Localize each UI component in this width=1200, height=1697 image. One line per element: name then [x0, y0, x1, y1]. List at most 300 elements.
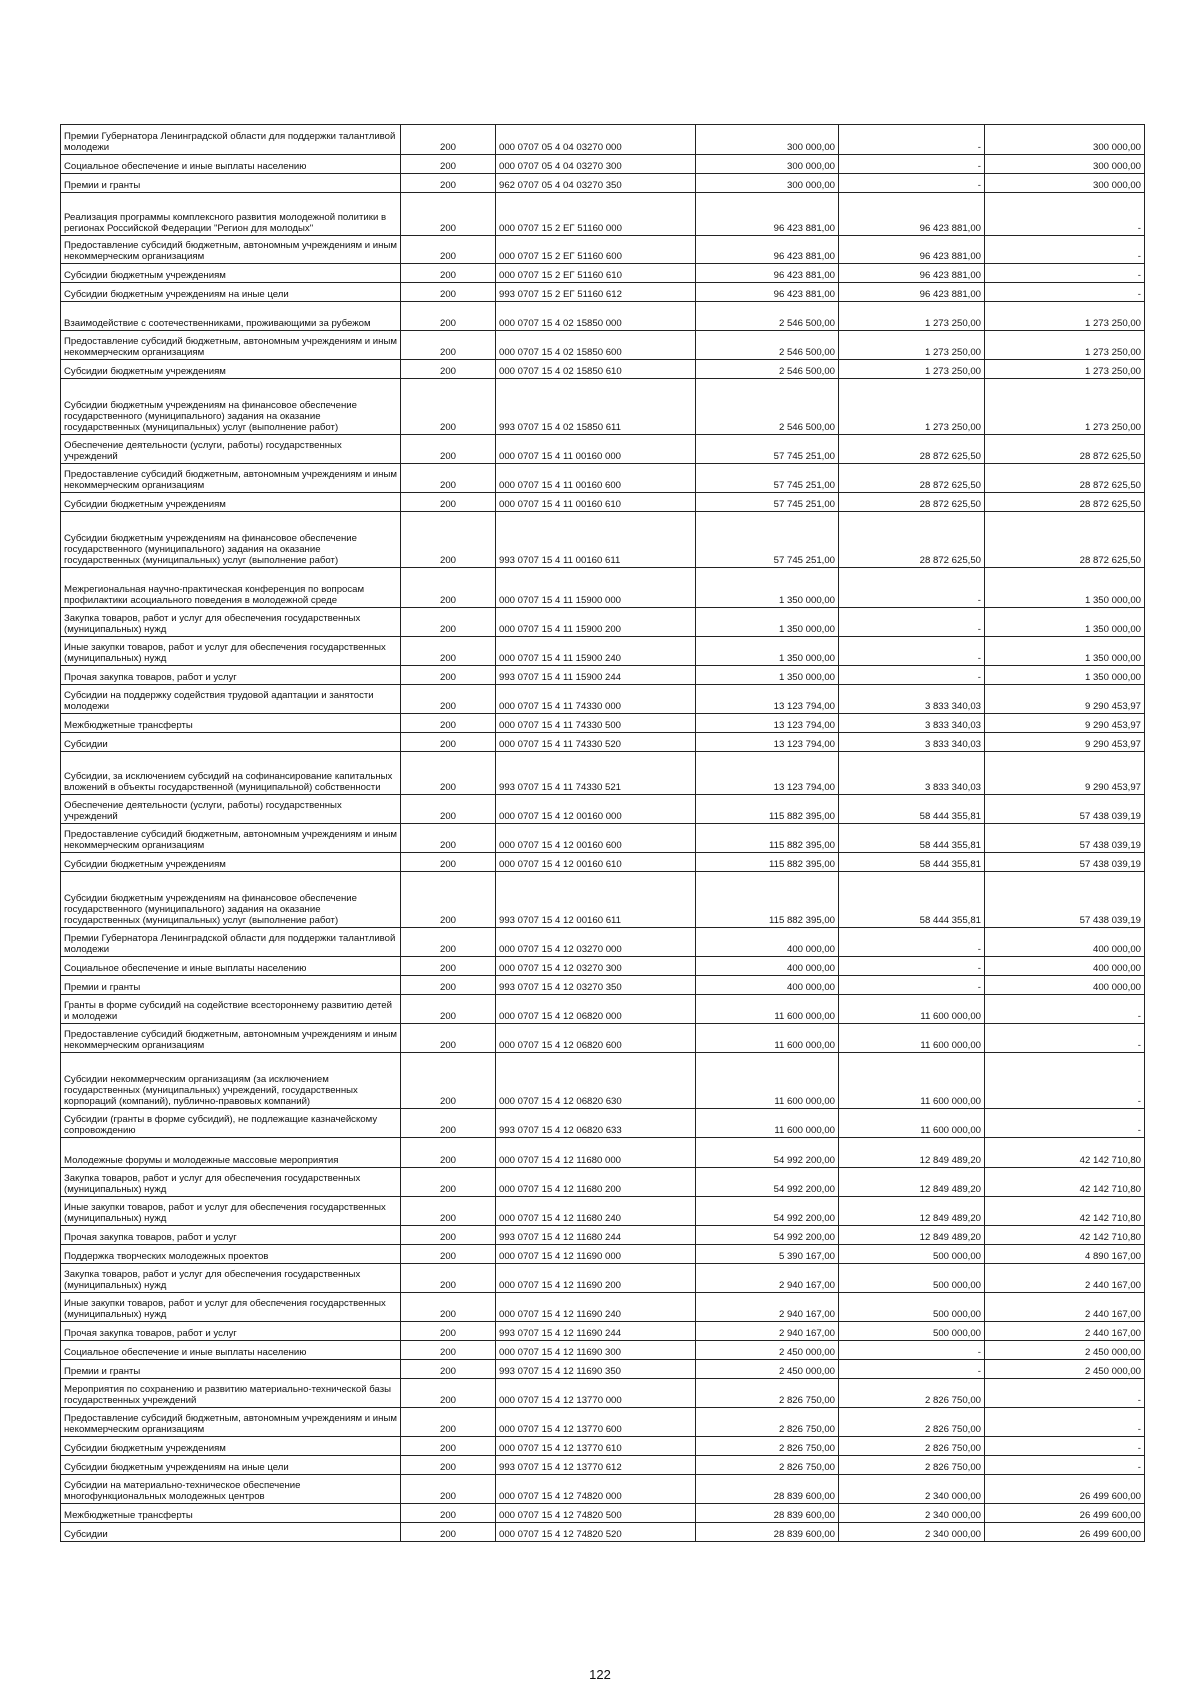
row-executed-amount: 2 826 750,00	[839, 1437, 985, 1456]
row-remaining-amount: -	[985, 283, 1145, 302]
row-line-code: 200	[401, 1341, 496, 1360]
row-approved-amount: 2 546 500,00	[696, 360, 839, 379]
row-line-code: 200	[401, 125, 496, 155]
row-line-code: 200	[401, 1437, 496, 1456]
table-row	[61, 733, 1145, 752]
row-approved-amount: 2 826 750,00	[696, 1456, 839, 1475]
row-budget-classification-code: 000 0707 15 4 02 15850 610	[496, 360, 696, 379]
row-remaining-amount: 300 000,00	[985, 155, 1145, 174]
row-approved-amount: 5 390 167,00	[696, 1245, 839, 1264]
table-row	[61, 1379, 1145, 1408]
row-name: Обеспечение деятельности (услуги, работы) государственных учреждений	[61, 435, 401, 464]
table-row	[61, 435, 1145, 464]
row-line-code: 200	[401, 512, 496, 568]
row-executed-amount: -	[839, 928, 985, 957]
row-budget-classification-code: 000 0707 15 4 12 00160 000	[496, 795, 696, 824]
row-line-code: 200	[401, 795, 496, 824]
row-line-code: 200	[401, 1197, 496, 1226]
row-name: Предоставление субсидий бюджетным, автономным учреждениям и иным некоммерческим организациям	[61, 824, 401, 853]
row-remaining-amount: 400 000,00	[985, 957, 1145, 976]
row-executed-amount: 3 833 340,03	[839, 714, 985, 733]
row-line-code: 200	[401, 464, 496, 493]
row-name: Социальное обеспечение и иные выплаты населению	[61, 957, 401, 976]
row-name: Субсидии (гранты в форме субсидий), не подлежащие казначейскому сопровождению	[61, 1109, 401, 1138]
row-executed-amount: 58 444 355,81	[839, 853, 985, 872]
row-line-code: 200	[401, 236, 496, 264]
row-remaining-amount: -	[985, 1379, 1145, 1408]
row-budget-classification-code: 000 0707 15 4 11 74330 500	[496, 714, 696, 733]
row-line-code: 200	[401, 1168, 496, 1197]
row-budget-classification-code: 000 0707 15 4 12 11690 000	[496, 1245, 696, 1264]
row-remaining-amount: 1 350 000,00	[985, 568, 1145, 608]
table-row	[61, 1226, 1145, 1245]
row-line-code: 200	[401, 360, 496, 379]
row-budget-classification-code: 000 0707 15 4 12 11690 300	[496, 1341, 696, 1360]
row-executed-amount: 12 849 489,20	[839, 1197, 985, 1226]
row-remaining-amount: 9 290 453,97	[985, 733, 1145, 752]
row-approved-amount: 28 839 600,00	[696, 1475, 839, 1504]
row-name: Иные закупки товаров, работ и услуг для обеспечения государственных (муниципальных) нужд	[61, 1293, 401, 1322]
row-approved-amount: 2 826 750,00	[696, 1379, 839, 1408]
row-approved-amount: 400 000,00	[696, 957, 839, 976]
row-approved-amount: 1 350 000,00	[696, 637, 839, 666]
row-approved-amount: 2 546 500,00	[696, 379, 839, 435]
row-remaining-amount: 26 499 600,00	[985, 1523, 1145, 1542]
table-row	[61, 957, 1145, 976]
row-remaining-amount: 28 872 625,50	[985, 435, 1145, 464]
row-executed-amount: 2 826 750,00	[839, 1456, 985, 1475]
row-approved-amount: 400 000,00	[696, 976, 839, 995]
row-line-code: 200	[401, 1322, 496, 1341]
row-name: Субсидии на материально-техническое обеспечение многофункциональных молодежных центров	[61, 1475, 401, 1504]
row-approved-amount: 96 423 881,00	[696, 283, 839, 302]
row-approved-amount: 13 123 794,00	[696, 714, 839, 733]
row-approved-amount: 28 839 600,00	[696, 1504, 839, 1523]
row-remaining-amount: 9 290 453,97	[985, 752, 1145, 795]
row-remaining-amount: 400 000,00	[985, 976, 1145, 995]
table-row	[61, 976, 1145, 995]
row-name: Премии и гранты	[61, 976, 401, 995]
row-budget-classification-code: 000 0707 15 4 12 74820 000	[496, 1475, 696, 1504]
row-executed-amount: 96 423 881,00	[839, 283, 985, 302]
row-line-code: 200	[401, 1456, 496, 1475]
row-executed-amount: 1 273 250,00	[839, 331, 985, 360]
row-executed-amount: 28 872 625,50	[839, 464, 985, 493]
table-row	[61, 666, 1145, 685]
row-remaining-amount: 57 438 039,19	[985, 872, 1145, 928]
row-remaining-amount: 2 440 167,00	[985, 1293, 1145, 1322]
row-approved-amount: 2 546 500,00	[696, 331, 839, 360]
row-budget-classification-code: 000 0707 15 4 12 03270 000	[496, 928, 696, 957]
row-name: Премии и гранты	[61, 1360, 401, 1379]
row-name: Взаимодействие с соотечественниками, проживающими за рубежом	[61, 302, 401, 331]
row-budget-classification-code: 000 0707 15 4 11 74330 520	[496, 733, 696, 752]
table-row	[61, 928, 1145, 957]
row-approved-amount: 57 745 251,00	[696, 493, 839, 512]
row-remaining-amount: 57 438 039,19	[985, 795, 1145, 824]
table-row	[61, 1024, 1145, 1053]
row-executed-amount: -	[839, 1360, 985, 1379]
row-executed-amount: -	[839, 125, 985, 155]
row-name: Предоставление субсидий бюджетным, автономным учреждениям и иным некоммерческим организациям	[61, 464, 401, 493]
row-executed-amount: 3 833 340,03	[839, 685, 985, 714]
page-number: 122	[589, 1667, 611, 1682]
row-approved-amount: 11 600 000,00	[696, 995, 839, 1024]
row-remaining-amount: 1 273 250,00	[985, 360, 1145, 379]
table-row	[61, 568, 1145, 608]
row-executed-amount: 12 849 489,20	[839, 1226, 985, 1245]
row-budget-classification-code: 000 0707 15 4 11 15900 000	[496, 568, 696, 608]
row-budget-classification-code: 000 0707 15 2 ЕГ 51160 000	[496, 193, 696, 236]
table-row	[61, 1360, 1145, 1379]
row-name: Субсидии, за исключением субсидий на софинансирование капитальных вложений в объекты государственной (муниципальной) собственности	[61, 752, 401, 795]
row-executed-amount: 96 423 881,00	[839, 264, 985, 283]
row-approved-amount: 2 546 500,00	[696, 302, 839, 331]
row-approved-amount: 54 992 200,00	[696, 1226, 839, 1245]
row-budget-classification-code: 000 0707 15 4 12 11680 200	[496, 1168, 696, 1197]
row-executed-amount: 11 600 000,00	[839, 995, 985, 1024]
row-name: Субсидии бюджетным учреждениям	[61, 264, 401, 283]
row-executed-amount: 58 444 355,81	[839, 872, 985, 928]
table-row	[61, 1138, 1145, 1168]
row-budget-classification-code: 000 0707 15 2 ЕГ 51160 610	[496, 264, 696, 283]
row-line-code: 200	[401, 853, 496, 872]
row-approved-amount: 115 882 395,00	[696, 824, 839, 853]
row-executed-amount: 96 423 881,00	[839, 193, 985, 236]
row-executed-amount: 1 273 250,00	[839, 302, 985, 331]
row-remaining-amount: -	[985, 264, 1145, 283]
row-approved-amount: 2 940 167,00	[696, 1264, 839, 1293]
row-budget-classification-code: 993 0707 15 4 12 00160 611	[496, 872, 696, 928]
row-line-code: 200	[401, 1024, 496, 1053]
row-line-code: 200	[401, 379, 496, 435]
row-line-code: 200	[401, 1109, 496, 1138]
row-executed-amount: -	[839, 637, 985, 666]
table-row	[61, 236, 1145, 264]
row-remaining-amount: 1 350 000,00	[985, 608, 1145, 637]
row-line-code: 200	[401, 302, 496, 331]
row-line-code: 200	[401, 928, 496, 957]
row-name: Предоставление субсидий бюджетным, автономным учреждениям и иным некоммерческим организациям	[61, 1408, 401, 1437]
row-executed-amount: -	[839, 976, 985, 995]
row-line-code: 200	[401, 174, 496, 193]
row-approved-amount: 11 600 000,00	[696, 1053, 839, 1109]
row-remaining-amount: 2 440 167,00	[985, 1322, 1145, 1341]
row-line-code: 200	[401, 1360, 496, 1379]
row-name: Премии Губернатора Ленинградской области для поддержки талантливой молодежи	[61, 928, 401, 957]
row-approved-amount: 2 940 167,00	[696, 1293, 839, 1322]
table-row	[61, 331, 1145, 360]
row-executed-amount: 1 273 250,00	[839, 360, 985, 379]
row-remaining-amount: 42 142 710,80	[985, 1197, 1145, 1226]
row-executed-amount: 12 849 489,20	[839, 1168, 985, 1197]
row-approved-amount: 2 940 167,00	[696, 1322, 839, 1341]
row-remaining-amount: 1 350 000,00	[985, 666, 1145, 685]
row-line-code: 200	[401, 1053, 496, 1109]
row-line-code: 200	[401, 1293, 496, 1322]
table-row	[61, 155, 1145, 174]
table-row	[61, 125, 1145, 155]
row-approved-amount: 2 826 750,00	[696, 1408, 839, 1437]
table-row	[61, 608, 1145, 637]
row-name: Субсидии бюджетным учреждениям на иные цели	[61, 1456, 401, 1475]
row-name: Субсидии некоммерческим организациям (за исключением государственных (муниципальных) учреждений, государственных корпораций (компаний), публично-правовых компаний)	[61, 1053, 401, 1109]
table-row	[61, 264, 1145, 283]
row-executed-amount: 500 000,00	[839, 1264, 985, 1293]
row-budget-classification-code: 000 0707 05 4 04 03270 000	[496, 125, 696, 155]
row-line-code: 200	[401, 331, 496, 360]
row-executed-amount: 3 833 340,03	[839, 752, 985, 795]
row-remaining-amount: 42 142 710,80	[985, 1168, 1145, 1197]
row-line-code: 200	[401, 608, 496, 637]
table-row	[61, 685, 1145, 714]
row-executed-amount: 2 826 750,00	[839, 1379, 985, 1408]
table-row	[61, 872, 1145, 928]
row-remaining-amount: -	[985, 995, 1145, 1024]
row-approved-amount: 300 000,00	[696, 125, 839, 155]
row-line-code: 200	[401, 976, 496, 995]
table-row	[61, 283, 1145, 302]
row-executed-amount: 96 423 881,00	[839, 236, 985, 264]
row-executed-amount: 2 340 000,00	[839, 1504, 985, 1523]
row-approved-amount: 54 992 200,00	[696, 1197, 839, 1226]
row-budget-classification-code: 000 0707 15 4 12 00160 600	[496, 824, 696, 853]
row-name: Премии Губернатора Ленинградской области для поддержки талантливой молодежи	[61, 125, 401, 155]
row-budget-classification-code: 993 0707 15 4 12 11690 244	[496, 1322, 696, 1341]
row-remaining-amount: 28 872 625,50	[985, 464, 1145, 493]
row-remaining-amount: -	[985, 1456, 1145, 1475]
table-row	[61, 1437, 1145, 1456]
row-line-code: 200	[401, 1245, 496, 1264]
row-approved-amount: 57 745 251,00	[696, 464, 839, 493]
row-approved-amount: 57 745 251,00	[696, 435, 839, 464]
row-name: Реализация программы комплексного развития молодежной политики в регионах Российской Федерации "Регион для молодых"	[61, 193, 401, 236]
row-name: Предоставление субсидий бюджетным, автономным учреждениям и иным некоммерческим организациям	[61, 236, 401, 264]
row-budget-classification-code: 000 0707 15 4 12 11680 000	[496, 1138, 696, 1168]
row-name: Молодежные форумы и молодежные массовые мероприятия	[61, 1138, 401, 1168]
row-line-code: 200	[401, 1504, 496, 1523]
row-approved-amount: 300 000,00	[696, 174, 839, 193]
row-approved-amount: 96 423 881,00	[696, 193, 839, 236]
row-budget-classification-code: 000 0707 15 2 ЕГ 51160 600	[496, 236, 696, 264]
row-approved-amount: 96 423 881,00	[696, 264, 839, 283]
row-line-code: 200	[401, 283, 496, 302]
table-row	[61, 1504, 1145, 1523]
table-row	[61, 824, 1145, 853]
row-name: Прочая закупка товаров, работ и услуг	[61, 1322, 401, 1341]
row-line-code: 200	[401, 957, 496, 976]
row-executed-amount: -	[839, 174, 985, 193]
table-row	[61, 174, 1145, 193]
table-row	[61, 995, 1145, 1024]
row-name: Субсидии бюджетным учреждениям	[61, 1437, 401, 1456]
row-remaining-amount: 4 890 167,00	[985, 1245, 1145, 1264]
row-executed-amount: -	[839, 957, 985, 976]
row-budget-classification-code: 993 0707 15 4 11 74330 521	[496, 752, 696, 795]
table-row	[61, 1197, 1145, 1226]
row-line-code: 200	[401, 493, 496, 512]
table-row	[61, 1322, 1145, 1341]
row-executed-amount: 1 273 250,00	[839, 379, 985, 435]
table-row	[61, 360, 1145, 379]
row-executed-amount: 11 600 000,00	[839, 1109, 985, 1138]
row-name: Субсидии бюджетным учреждениям	[61, 853, 401, 872]
row-approved-amount: 2 450 000,00	[696, 1341, 839, 1360]
row-budget-classification-code: 000 0707 15 4 12 13770 600	[496, 1408, 696, 1437]
table-row	[61, 1053, 1145, 1109]
row-executed-amount: 2 826 750,00	[839, 1408, 985, 1437]
row-approved-amount: 1 350 000,00	[696, 608, 839, 637]
row-name: Субсидии	[61, 733, 401, 752]
row-line-code: 200	[401, 714, 496, 733]
row-remaining-amount: 300 000,00	[985, 174, 1145, 193]
row-name: Предоставление субсидий бюджетным, автономным учреждениям и иным некоммерческим организациям	[61, 1024, 401, 1053]
row-executed-amount: 28 872 625,50	[839, 512, 985, 568]
row-line-code: 200	[401, 155, 496, 174]
row-remaining-amount: 26 499 600,00	[985, 1475, 1145, 1504]
row-name: Поддержка творческих молодежных проектов	[61, 1245, 401, 1264]
row-budget-classification-code: 000 0707 15 4 12 06820 630	[496, 1053, 696, 1109]
row-name: Субсидии бюджетным учреждениям на финансовое обеспечение государственного (муниципального) задания на оказание государственных (муниципальных) услуг (выполнение работ)	[61, 379, 401, 435]
table-row	[61, 1475, 1145, 1504]
table-row	[61, 752, 1145, 795]
row-remaining-amount: 28 872 625,50	[985, 512, 1145, 568]
row-executed-amount: 58 444 355,81	[839, 795, 985, 824]
row-name: Закупка товаров, работ и услуг для обеспечения государственных (муниципальных) нужд	[61, 608, 401, 637]
row-budget-classification-code: 000 0707 15 4 12 11690 240	[496, 1293, 696, 1322]
row-approved-amount: 1 350 000,00	[696, 666, 839, 685]
row-approved-amount: 115 882 395,00	[696, 872, 839, 928]
table-row	[61, 193, 1145, 236]
table-row	[61, 1408, 1145, 1437]
row-executed-amount: 58 444 355,81	[839, 824, 985, 853]
table-row	[61, 714, 1145, 733]
row-name: Субсидии бюджетным учреждениям	[61, 360, 401, 379]
budget-table-body	[61, 125, 1145, 1542]
row-name: Предоставление субсидий бюджетным, автономным учреждениям и иным некоммерческим организациям	[61, 331, 401, 360]
row-remaining-amount: 57 438 039,19	[985, 824, 1145, 853]
row-remaining-amount: 400 000,00	[985, 928, 1145, 957]
row-name: Прочая закупка товаров, работ и услуг	[61, 1226, 401, 1245]
row-budget-classification-code: 000 0707 15 4 12 74820 500	[496, 1504, 696, 1523]
row-line-code: 200	[401, 666, 496, 685]
row-approved-amount: 96 423 881,00	[696, 236, 839, 264]
row-line-code: 200	[401, 752, 496, 795]
table-row	[61, 302, 1145, 331]
row-remaining-amount: 42 142 710,80	[985, 1138, 1145, 1168]
row-name: Субсидии бюджетным учреждениям на иные цели	[61, 283, 401, 302]
table-row	[61, 1264, 1145, 1293]
row-name: Субсидии бюджетным учреждениям	[61, 493, 401, 512]
row-executed-amount: 28 872 625,50	[839, 493, 985, 512]
row-remaining-amount: 2 450 000,00	[985, 1360, 1145, 1379]
row-budget-classification-code: 993 0707 15 4 11 00160 611	[496, 512, 696, 568]
row-remaining-amount: -	[985, 1437, 1145, 1456]
row-name: Иные закупки товаров, работ и услуг для обеспечения государственных (муниципальных) нужд	[61, 637, 401, 666]
table-row	[61, 1293, 1145, 1322]
row-budget-classification-code: 993 0707 15 4 12 11680 244	[496, 1226, 696, 1245]
row-remaining-amount: 57 438 039,19	[985, 853, 1145, 872]
row-line-code: 200	[401, 637, 496, 666]
row-approved-amount: 300 000,00	[696, 155, 839, 174]
row-name: Социальное обеспечение и иные выплаты населению	[61, 155, 401, 174]
row-approved-amount: 115 882 395,00	[696, 853, 839, 872]
budget-table	[60, 124, 1145, 1542]
row-executed-amount: 500 000,00	[839, 1245, 985, 1264]
row-remaining-amount: 1 350 000,00	[985, 637, 1145, 666]
row-name: Субсидии бюджетным учреждениям на финансовое обеспечение государственного (муниципального) задания на оказание государственных (муниципальных) услуг (выполнение работ)	[61, 872, 401, 928]
row-name: Межбюджетные трансферты	[61, 714, 401, 733]
row-executed-amount: 500 000,00	[839, 1322, 985, 1341]
row-remaining-amount: 9 290 453,97	[985, 714, 1145, 733]
row-approved-amount: 11 600 000,00	[696, 1024, 839, 1053]
row-name: Иные закупки товаров, работ и услуг для обеспечения государственных (муниципальных) нужд	[61, 1197, 401, 1226]
row-budget-classification-code: 000 0707 15 4 11 00160 000	[496, 435, 696, 464]
row-remaining-amount: 1 273 250,00	[985, 302, 1145, 331]
row-remaining-amount: 42 142 710,80	[985, 1226, 1145, 1245]
row-line-code: 200	[401, 1523, 496, 1542]
table-row	[61, 637, 1145, 666]
row-name: Прочая закупка товаров, работ и услуг	[61, 666, 401, 685]
row-budget-classification-code: 993 0707 15 4 12 13770 612	[496, 1456, 696, 1475]
row-approved-amount: 54 992 200,00	[696, 1168, 839, 1197]
row-executed-amount: 2 340 000,00	[839, 1523, 985, 1542]
row-line-code: 200	[401, 435, 496, 464]
row-remaining-amount: 2 440 167,00	[985, 1264, 1145, 1293]
row-line-code: 200	[401, 193, 496, 236]
row-line-code: 200	[401, 1226, 496, 1245]
row-budget-classification-code: 000 0707 15 4 12 06820 000	[496, 995, 696, 1024]
row-remaining-amount: 26 499 600,00	[985, 1504, 1145, 1523]
row-line-code: 200	[401, 995, 496, 1024]
row-line-code: 200	[401, 685, 496, 714]
row-executed-amount: -	[839, 608, 985, 637]
row-approved-amount: 28 839 600,00	[696, 1523, 839, 1542]
row-approved-amount: 54 992 200,00	[696, 1138, 839, 1168]
table-row	[61, 512, 1145, 568]
row-line-code: 200	[401, 1264, 496, 1293]
row-name: Социальное обеспечение и иные выплаты населению	[61, 1341, 401, 1360]
row-name: Межбюджетные трансферты	[61, 1504, 401, 1523]
row-line-code: 200	[401, 1379, 496, 1408]
row-budget-classification-code: 000 0707 15 4 02 15850 000	[496, 302, 696, 331]
row-remaining-amount: -	[985, 1109, 1145, 1138]
budget-page	[60, 124, 1144, 1542]
row-budget-classification-code: 993 0707 15 4 12 11690 350	[496, 1360, 696, 1379]
row-line-code: 200	[401, 733, 496, 752]
row-budget-classification-code: 000 0707 15 4 11 74330 000	[496, 685, 696, 714]
row-approved-amount: 13 123 794,00	[696, 752, 839, 795]
row-executed-amount: 3 833 340,03	[839, 733, 985, 752]
row-remaining-amount: -	[985, 1408, 1145, 1437]
row-budget-classification-code: 000 0707 15 4 11 00160 610	[496, 493, 696, 512]
row-budget-classification-code: 993 0707 15 4 12 03270 350	[496, 976, 696, 995]
row-executed-amount: 500 000,00	[839, 1293, 985, 1322]
row-budget-classification-code: 000 0707 15 4 12 03270 300	[496, 957, 696, 976]
row-budget-classification-code: 993 0707 15 4 11 15900 244	[496, 666, 696, 685]
table-row	[61, 493, 1145, 512]
row-budget-classification-code: 000 0707 15 4 02 15850 600	[496, 331, 696, 360]
row-approved-amount: 115 882 395,00	[696, 795, 839, 824]
row-budget-classification-code: 000 0707 15 4 12 13770 610	[496, 1437, 696, 1456]
row-approved-amount: 11 600 000,00	[696, 1109, 839, 1138]
row-line-code: 200	[401, 1475, 496, 1504]
row-approved-amount: 13 123 794,00	[696, 685, 839, 714]
row-line-code: 200	[401, 264, 496, 283]
row-line-code: 200	[401, 1408, 496, 1437]
row-approved-amount: 2 826 750,00	[696, 1437, 839, 1456]
row-remaining-amount: 9 290 453,97	[985, 685, 1145, 714]
